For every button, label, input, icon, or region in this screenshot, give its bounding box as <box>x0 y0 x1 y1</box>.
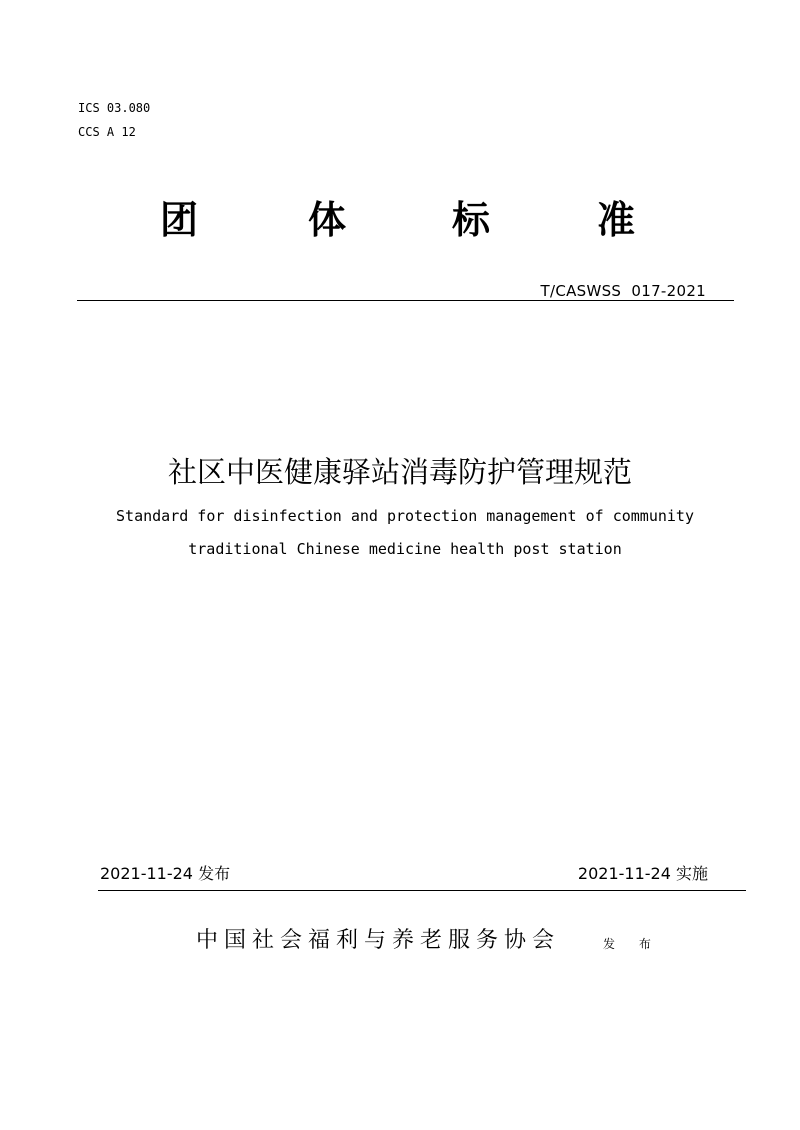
heading-char-3: 标 <box>452 198 491 242</box>
bottom-divider <box>98 890 746 891</box>
heading-char-4: 准 <box>597 198 636 242</box>
heading-char-1: 团 <box>160 198 199 242</box>
document-title-english-line1: Standard for disinfection and protection management of community <box>116 507 694 525</box>
document-title-english-line2: traditional Chinese medicine health post station <box>188 540 622 558</box>
publish-date: 2021-11-24 发布 <box>100 864 231 883</box>
ics-code: ICS 03.080 <box>78 101 151 115</box>
heading-char-2: 体 <box>308 198 347 242</box>
standard-number: T/CASWSS 017-2021 <box>540 282 706 300</box>
top-divider <box>77 300 734 301</box>
implement-date: 2021-11-24 实施 <box>577 864 708 883</box>
publisher-organization: 中国社会福利与养老服务协会 <box>196 928 561 953</box>
ccs-code: CCS A 12 <box>78 125 136 139</box>
publish-label: 发 布 <box>603 937 661 951</box>
document-title-chinese: 社区中医健康驿站消毒防护管理规范 <box>167 455 632 489</box>
